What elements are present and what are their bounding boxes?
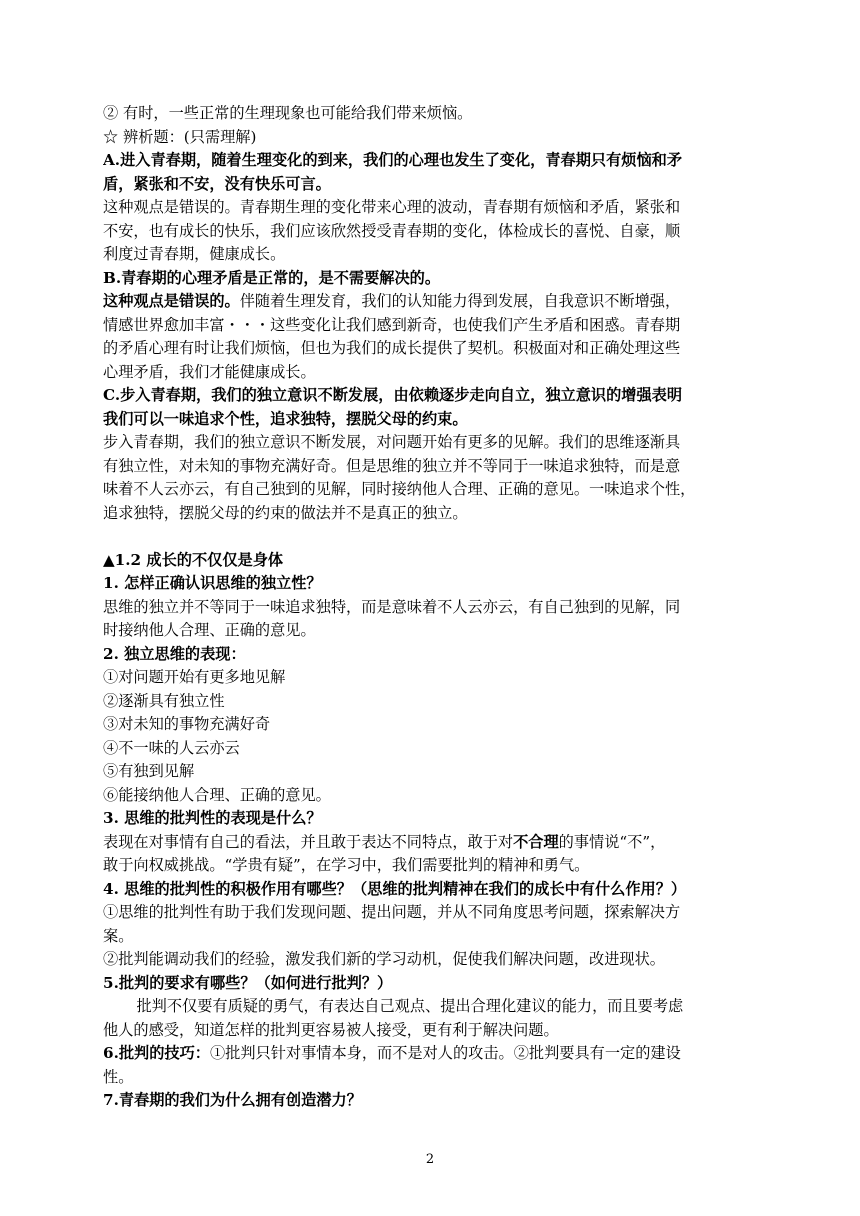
answer-text: ①思维的批判性有助于我们发现问题、提出问题，并从不同角度思考问题，探索解决方	[103, 903, 681, 921]
question-text: B.青春期的心理矛盾是正常的，是不需要解决的。	[103, 268, 441, 287]
list-item: ⑤有独到见解	[103, 762, 195, 780]
answer-text-part: ①批判只针对事情本身，而不是对人的攻击。②批判要具有一定的建设	[209, 1044, 681, 1062]
answer-text: 时接纳他人合理、正确的意见。	[103, 621, 316, 639]
answer-text: 性。	[103, 1067, 134, 1086]
answer-text-continued: 伴随着生理发育，我们的认知能力得到发展，自我意识不断增强，	[239, 292, 681, 310]
answer-text: 心理矛盾，我们才能健康成长。	[103, 362, 316, 381]
answer-text: 有独立性，对未知的事物充满好奇。但是思维的独立并不等同于一味追求独特，而是意	[103, 456, 681, 475]
section-title: ▲1.2 成长的不仅仅是身体	[103, 550, 284, 569]
list-item: ③对未知的事物充满好奇	[103, 715, 271, 733]
question-heading: 1. 怎样正确认识思维的独立性？	[103, 574, 322, 592]
answer-text: ②批判能调动我们的经验，激发我们新的学习动机，促使我们解决问题，改进现状。	[103, 950, 665, 968]
answer-text: 思维的独立并不等同于一味追求独特，而是意味着不人云亦云，有自己独到的见解，同	[103, 597, 681, 616]
list-item: ⑥能接纳他人合理、正确的意见。	[103, 785, 331, 804]
blank-line	[103, 525, 773, 549]
question-heading: 3. 思维的批判性的表现是什么？	[103, 809, 322, 827]
list-item: ④不一味的人云亦云	[103, 738, 240, 757]
list-item: ①对问题开始有更多地见解	[103, 668, 286, 686]
question-text: A.进入青春期，随着生理变化的到来，我们的心理也发生了变化，青春期只有烦恼和矛	[103, 151, 683, 169]
answer-text: 批判不仅要有质疑的勇气，有表达自己观点、提出合理化建议的能力，而且要考虑	[136, 997, 684, 1015]
answer-text: 利度过青春期，健康成长。	[103, 245, 286, 263]
list-item: ②逐渐具有独立性	[103, 691, 225, 710]
question-heading: 2. 独立思维的表现：	[103, 644, 246, 663]
emphasis-text: 不合理	[513, 832, 559, 851]
question-heading: 4. 思维的批判性的积极作用有哪些？（思维的批判精神在我们的成长中有什么作用？）	[103, 879, 687, 898]
answer-text	[103, 831, 773, 855]
answer-text	[103, 290, 773, 314]
question-heading: 7.青春期的我们为什么拥有创造潜力？	[103, 1091, 362, 1109]
answer-text-part: 表现在对事情有自己的看法，并且敢于表达不同特点，敢于对	[103, 832, 514, 851]
answer-text: 敢于向权威挑战。“学贵有疑”，在学习中，我们需要批判的精神和勇气。	[103, 856, 590, 874]
question-label: 6.批判的技巧：	[103, 1044, 210, 1062]
answer-text: 情感世界愈加丰富・・・这些变化让我们感到新奇，也使我们产生矛盾和困惑。青春期	[103, 315, 681, 334]
answer-text: 步入青春期，我们的独立意识不断发展，对问题开始有更多的见解。我们的思维逐渐具	[103, 433, 681, 451]
answer-text-part: 的事情说“不”，	[558, 832, 666, 851]
answer-verdict: 这种观点是错误的。	[103, 292, 240, 310]
question-text: C.步入青春期，我们的独立意识不断发展，由依赖逐步走向自立，独立意识的增强表明	[103, 386, 683, 404]
answer-text	[103, 1042, 773, 1066]
question-text: 盾，紧张和不安，没有快乐可言。	[103, 174, 331, 193]
text-line: ② 有时，一些正常的生理现象也可能给我们带来烦恼。	[103, 104, 473, 122]
question-heading: 5.批判的要求有哪些？（如何进行批判？）	[103, 973, 393, 992]
answer-text: 不安，也有成长的快乐，我们应该欣然授受青春期的变化，体检成长的喜悦、自豪，顺	[103, 221, 681, 240]
section-heading: ☆ 辨析题：(只需理解)	[103, 127, 257, 146]
page-content	[103, 102, 773, 1113]
answer-text: 他人的感受，知道怎样的批判更容易被人接受，更有利于解决问题。	[103, 1020, 559, 1039]
answer-text: 味着不人云亦云，有自己独到的见解，同时接纳他人合理、正确的意见。一味追求个性，	[103, 480, 696, 498]
question-text: 我们可以一味追求个性，追求独特，摆脱父母的约束。	[103, 409, 468, 428]
answer-text: 追求独特，摆脱父母的约束的做法并不是真正的独立。	[103, 503, 468, 522]
page-number: 2	[425, 1152, 435, 1167]
answer-text: 案。	[103, 926, 134, 945]
answer-text: 的矛盾心理有时让我们烦恼，但也为我们的成长提供了契机。积极面对和正确处理这些	[103, 339, 681, 357]
answer-text: 这种观点是错误的。青春期生理的变化带来心理的波动，青春期有烦恼和矛盾，紧张和	[103, 198, 681, 216]
